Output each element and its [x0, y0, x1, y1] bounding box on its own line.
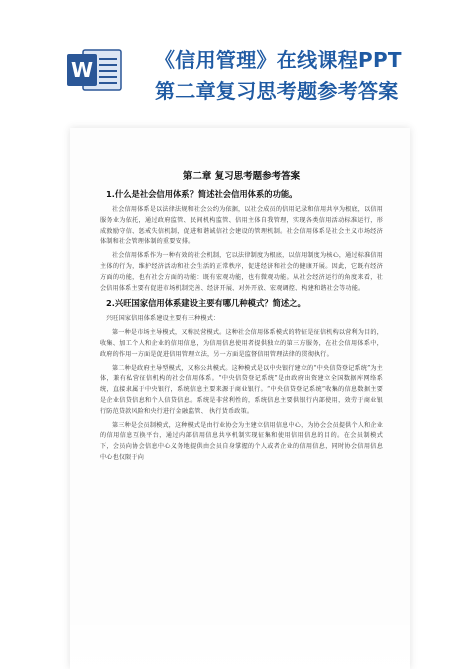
- document-page: [70, 128, 410, 669]
- word-document-icon: [65, 47, 125, 93]
- svg-text:W: W: [70, 58, 94, 82]
- question-2-paragraph: 第三种是会员制模式，这种模式是由行业协会为主建立信用信息中心，为协会会员提供个人和企业的信用信息互换平台，通过内部信用信息共享机制实现征集和使用信用信息的目的。在会员制模式下，会员向协会信息中心义务地提供由会员自身掌握的个人或者企业的信用信息，同时协会信用信息中心也仅限于向: [100, 421, 383, 461]
- document-content: [100, 168, 383, 467]
- question-1-paragraph: 社会信用体系作为一种有效的社会机制，它以法律制度为根底，以信用制度为核心，通过标准信用主体的行为，维护经济活动和社会生活的正常秩序，促进经济和社会的健康开展。因此，它既有经济方面的功能，也有社会方面的功能：既有宏观功能，也有微观功能。从社会经济运行的角度来看，社会信用体系主要有促进市场机制完善、经济开展、对外开放、宏观调控、构建和谐社会等功能。: [100, 252, 383, 292]
- question-2-heading: 2.兴旺国家信用体系建设主要有哪几种模式？简述之。: [106, 298, 306, 309]
- question-2-paragraph: 第二种是政府主导型模式，又称公共模式。这种模式是以中央银行建立的“中央信贷登记系统”为主体，兼有私营征信机构的社会信用体系。“中央信贷登记系统”是由政府出资建立全国数据库网络系统，直接隶属于中央银行，系统信息主要来源于商业银行。“中央信贷登记系统”收集的信息数据主要是企业信贷信息和个人信贷信息。系统是非营利性的，系统信息主要供银行内部使用，效劳于商业银行防范贷款风险和央行进行金融监管、 执行货币政策。: [100, 364, 383, 415]
- chapter-title: 第二章 复习思考题参考答案: [182, 171, 301, 182]
- page-fade-overlay: [70, 609, 410, 669]
- page-header: [0, 0, 474, 122]
- title-line-2: 第二章复习思考题参考答案: [155, 79, 399, 103]
- title-line-1: 《信用管理》在线课程PPT: [155, 48, 402, 72]
- question-2-intro: 兴旺国家信用体系建设主要有三种模式：: [106, 315, 220, 323]
- question-1-heading: 1.什么是社会信用体系？简述社会信用体系的功能。: [106, 189, 298, 199]
- question-2-paragraph: 第一种是市场主导模式，又称民营模式。这种社会信用体系模式的特征是征信机构以营利为目的，收集、加工个人和企业的信用信息，为信用信息使用者提供独立的第三方服务，在社会信用体系中，政府的作用一方面是促进信用管理立法，另一方面是监督信用管理法律的贯彻执行。: [100, 329, 383, 358]
- question-1-paragraph: 社会信用体系是以法律法规和社会公约为依据，以社会成员的信用记录和信用共享为根底，以信用服务业为依托，通过政府监管、民间机构监管、信用主体自我管理，实现各类信用活动标准运行，形成敦励守信、惩戒失信机制，促进和谐诚信社会建设的管理机制。社会信用体系是社会主义市场经济体制和社会管理体制的重要安排。: [100, 206, 383, 246]
